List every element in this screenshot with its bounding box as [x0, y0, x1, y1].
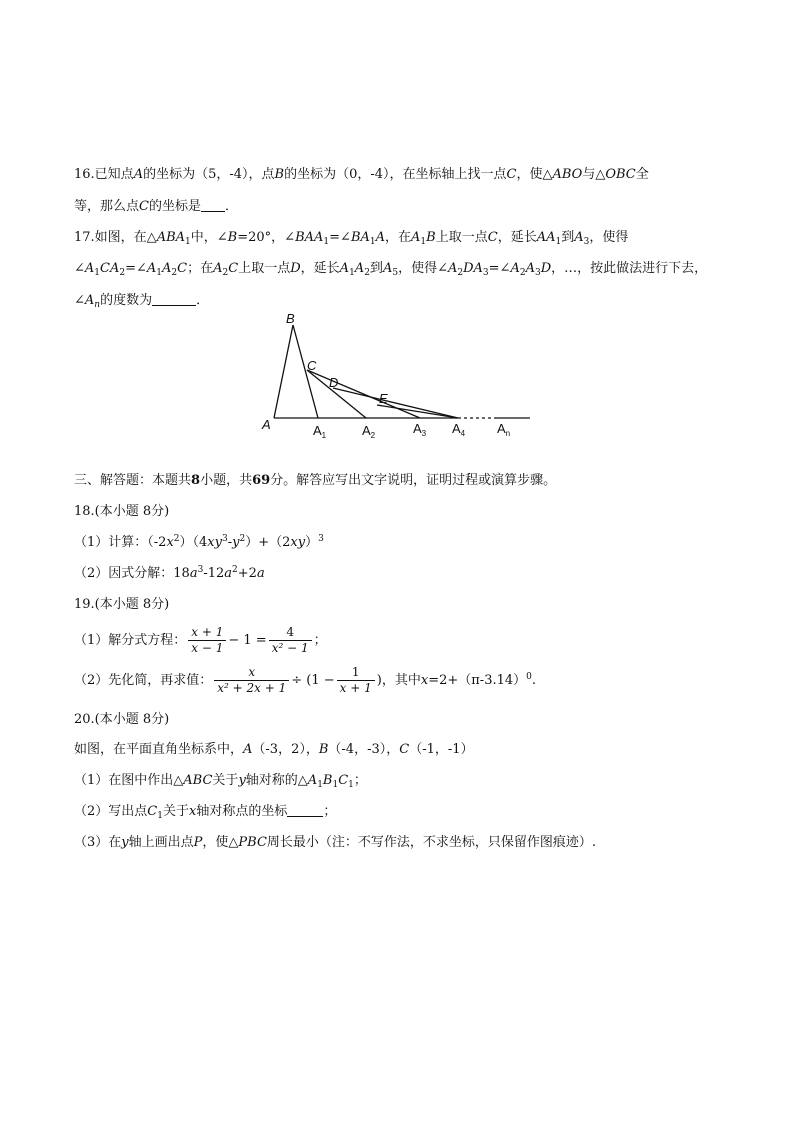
- var: P: [193, 835, 203, 850]
- q18-title: 18.(本小题 8分): [74, 504, 170, 519]
- var: BAA: [295, 230, 324, 245]
- subscript: 1: [185, 237, 191, 247]
- subscript: 2: [222, 268, 229, 278]
- q20-part1: [74, 771, 367, 791]
- fraction: [269, 625, 312, 656]
- text: （2）写出点: [74, 804, 148, 819]
- var: CA: [100, 261, 120, 276]
- var: B: [322, 773, 333, 788]
- var: A: [510, 261, 520, 276]
- subscript: 1: [555, 237, 562, 247]
- text: ，使得∠: [398, 261, 448, 276]
- text: ，使得: [589, 230, 629, 245]
- subscript: 5: [392, 268, 399, 278]
- var: y: [238, 773, 246, 788]
- label-A1: $A_1$: [313, 423, 327, 440]
- text: 到: [369, 261, 383, 276]
- var: D: [540, 261, 552, 276]
- var: PBC: [238, 835, 267, 850]
- var: A: [375, 230, 386, 245]
- text: 全: [635, 167, 649, 182]
- q19-part2: [74, 664, 536, 698]
- var: B: [318, 742, 329, 757]
- var: x: [420, 673, 429, 688]
- subscript: 2: [171, 268, 178, 278]
- subscript: 3: [583, 237, 590, 247]
- subscript: 1: [369, 237, 376, 247]
- var: A: [382, 261, 393, 276]
- text: -: [227, 535, 233, 550]
- q19-title: 19.(本小题 8分): [74, 597, 170, 612]
- text: ，使△: [516, 167, 553, 182]
- text: 的坐标为（0，-4），在坐标轴上找一点: [284, 167, 507, 182]
- label-D: D: [329, 375, 339, 390]
- text: 分。解答应写出文字说明，证明过程或演算步骤。: [270, 473, 557, 488]
- superscript: 2: [173, 534, 180, 544]
- segment-CA3-extension: [307, 370, 420, 418]
- section3-header: [74, 471, 556, 491]
- var: ABA: [156, 230, 186, 245]
- fraction: [188, 625, 226, 656]
- segment-EA4: [377, 405, 458, 418]
- q20-part2: [74, 802, 336, 822]
- var: A: [525, 261, 535, 276]
- q19-part1: [74, 624, 327, 658]
- var: A: [133, 167, 144, 182]
- var: y: [232, 535, 240, 550]
- text: ）: [305, 535, 319, 550]
- text: ∠: [74, 261, 85, 276]
- text: 上取一点: [238, 261, 291, 276]
- text: 的坐标为（5，-4），点: [143, 167, 275, 182]
- text: 小题，共: [200, 473, 253, 488]
- label-C: C: [307, 358, 317, 373]
- numerator: x + 1: [188, 625, 226, 641]
- var: BA: [350, 230, 370, 245]
- subscript: 2: [457, 268, 464, 278]
- fraction: [214, 665, 289, 696]
- text: 等，那么点: [74, 199, 140, 214]
- text: 轴上画出点: [128, 835, 194, 850]
- q20-part3: [74, 833, 596, 853]
- superscript: 2: [239, 534, 246, 544]
- text: ）+（2: [245, 535, 291, 550]
- var: A: [447, 261, 458, 276]
- text: 关于: [212, 773, 239, 788]
- var: y: [121, 835, 129, 850]
- text: （1）解分式方程：: [74, 633, 187, 648]
- text: 轴对称点的坐标: [196, 804, 288, 819]
- q20-intro: [74, 740, 474, 760]
- text: （2）先化简，再求值：: [74, 673, 213, 688]
- text: （3）在: [74, 835, 122, 850]
- var: C: [228, 261, 239, 276]
- text: 周长最小（注：不写作法，不求坐标，只保留作图痕迹）.: [266, 835, 597, 850]
- var: A: [411, 230, 421, 245]
- var: A: [307, 773, 318, 788]
- text: 上取一点: [435, 230, 488, 245]
- text: ÷ (1 −: [291, 673, 335, 688]
- var: C: [338, 773, 349, 788]
- var: OBC: [605, 167, 636, 182]
- q20-title: 20.(本小题 8分): [74, 712, 170, 727]
- q18-part2: [74, 564, 265, 584]
- label-A: A: [262, 417, 271, 432]
- subscript: 1: [332, 780, 339, 790]
- var: A: [574, 230, 584, 245]
- subscript: 1: [156, 268, 163, 278]
- var: xy: [207, 535, 222, 550]
- text: +2: [237, 566, 257, 581]
- label-A3: $A_3$: [413, 421, 427, 438]
- text: 到: [561, 230, 575, 245]
- text: 17.如图，在△: [74, 230, 157, 245]
- text: 如图，在平面直角坐标系中，: [74, 742, 244, 757]
- text: ∠: [74, 293, 85, 308]
- text: 中，∠: [190, 230, 228, 245]
- text: ；: [323, 804, 337, 819]
- text: （-3，2），: [252, 742, 319, 757]
- text: =∠: [125, 261, 147, 276]
- text: =∠: [329, 230, 351, 245]
- subscript: 2: [364, 268, 370, 278]
- var: C: [147, 804, 158, 819]
- text: （1）在图中作出△: [74, 773, 184, 788]
- text: ；: [313, 633, 327, 648]
- subscript: 3: [534, 268, 541, 278]
- var: A: [213, 261, 223, 276]
- label-E: E: [379, 391, 388, 406]
- var: A: [84, 293, 95, 308]
- text: （-1，-1）: [409, 742, 474, 757]
- denominator: x² − 1: [271, 641, 309, 655]
- subscript: n: [94, 300, 101, 310]
- var: D: [290, 261, 301, 276]
- var: xy: [290, 535, 306, 550]
- label-A4: $A_4$: [452, 421, 466, 438]
- text: 的度数为: [100, 293, 153, 308]
- subscript: 1: [94, 268, 101, 278]
- subscript: 1: [157, 811, 163, 821]
- fraction: [337, 665, 375, 696]
- var: x: [166, 535, 174, 550]
- text: -12: [203, 566, 225, 581]
- superscript: 3: [318, 534, 324, 544]
- text: 16.已知点: [74, 167, 134, 182]
- subscript: 1: [349, 268, 355, 278]
- denominator: x + 1: [339, 681, 372, 695]
- text: （1）计算：（-2: [74, 535, 167, 550]
- text: 三、解答题：本题共: [74, 473, 192, 488]
- var: x: [188, 804, 197, 819]
- var: ABO: [552, 167, 583, 182]
- var: ABC: [183, 773, 213, 788]
- text: .: [531, 673, 537, 688]
- var: A: [162, 261, 172, 276]
- text: =∠: [488, 261, 511, 276]
- subscript: 1: [348, 780, 354, 790]
- superscript: 3: [221, 534, 228, 544]
- text: ，延长: [497, 230, 537, 245]
- label-An: $A_n$: [497, 421, 511, 438]
- var: B: [274, 167, 285, 182]
- text: （-4，-3），: [328, 742, 400, 757]
- text: 8: [191, 473, 201, 488]
- text: 关于: [162, 804, 189, 819]
- subscript: 2: [519, 268, 526, 278]
- text: 的坐标是: [148, 199, 201, 214]
- var: C: [487, 230, 498, 245]
- denominator: x − 1: [191, 641, 224, 655]
- var: DA: [463, 261, 483, 276]
- var: A: [243, 742, 253, 757]
- subscript: 2: [119, 268, 126, 278]
- var: A: [339, 261, 350, 276]
- var: C: [399, 742, 410, 757]
- numerator: x: [214, 665, 289, 681]
- var: C: [177, 261, 188, 276]
- subscript: 1: [323, 237, 330, 247]
- var: a: [224, 566, 233, 581]
- var: a: [256, 566, 265, 581]
- text: =20°，∠: [237, 230, 296, 245]
- subscript: 1: [317, 780, 323, 790]
- text: （2）因式分解：18: [74, 566, 190, 581]
- text: ．: [196, 293, 210, 308]
- text: ，使△: [202, 835, 239, 850]
- text: − 1 =: [228, 633, 267, 648]
- var: a: [189, 566, 198, 581]
- var: B: [426, 230, 436, 245]
- subscript: 3: [482, 268, 489, 278]
- numerator: 1: [337, 665, 375, 681]
- segment-AB: [274, 325, 293, 418]
- text: ，在: [385, 230, 412, 245]
- var: A: [84, 261, 95, 276]
- label-B: B: [286, 311, 295, 326]
- superscript: 2: [232, 565, 238, 575]
- var: A: [146, 261, 157, 276]
- text: ；在: [187, 261, 214, 276]
- numerator: 4: [269, 625, 312, 641]
- var: AA: [536, 230, 556, 245]
- text: ，其中: [381, 673, 421, 688]
- var: C: [139, 199, 149, 214]
- q18-part1: [74, 533, 324, 553]
- answer-blank[interactable]: [287, 802, 323, 817]
- text: 69: [252, 473, 271, 488]
- text: ．: [224, 199, 238, 214]
- denominator: x² + 2x + 1: [217, 681, 287, 695]
- text: ，…，按此做法进行下去，: [551, 261, 708, 276]
- text: ，延长: [300, 261, 340, 276]
- text: ；: [353, 773, 367, 788]
- var: C: [506, 167, 517, 182]
- superscript: 3: [197, 565, 204, 575]
- subscript: 1: [420, 237, 427, 247]
- text: ）（4: [179, 535, 208, 550]
- label-A2: $A_2$: [362, 423, 376, 440]
- text: =2+（π-3.14）: [428, 673, 527, 688]
- text: 与△: [582, 167, 606, 182]
- var: B: [227, 230, 238, 245]
- text: ): [376, 673, 382, 688]
- superscript: 0: [526, 672, 532, 682]
- segment-DA4: [333, 388, 458, 418]
- text: 轴对称的△: [245, 773, 308, 788]
- var: A: [354, 261, 365, 276]
